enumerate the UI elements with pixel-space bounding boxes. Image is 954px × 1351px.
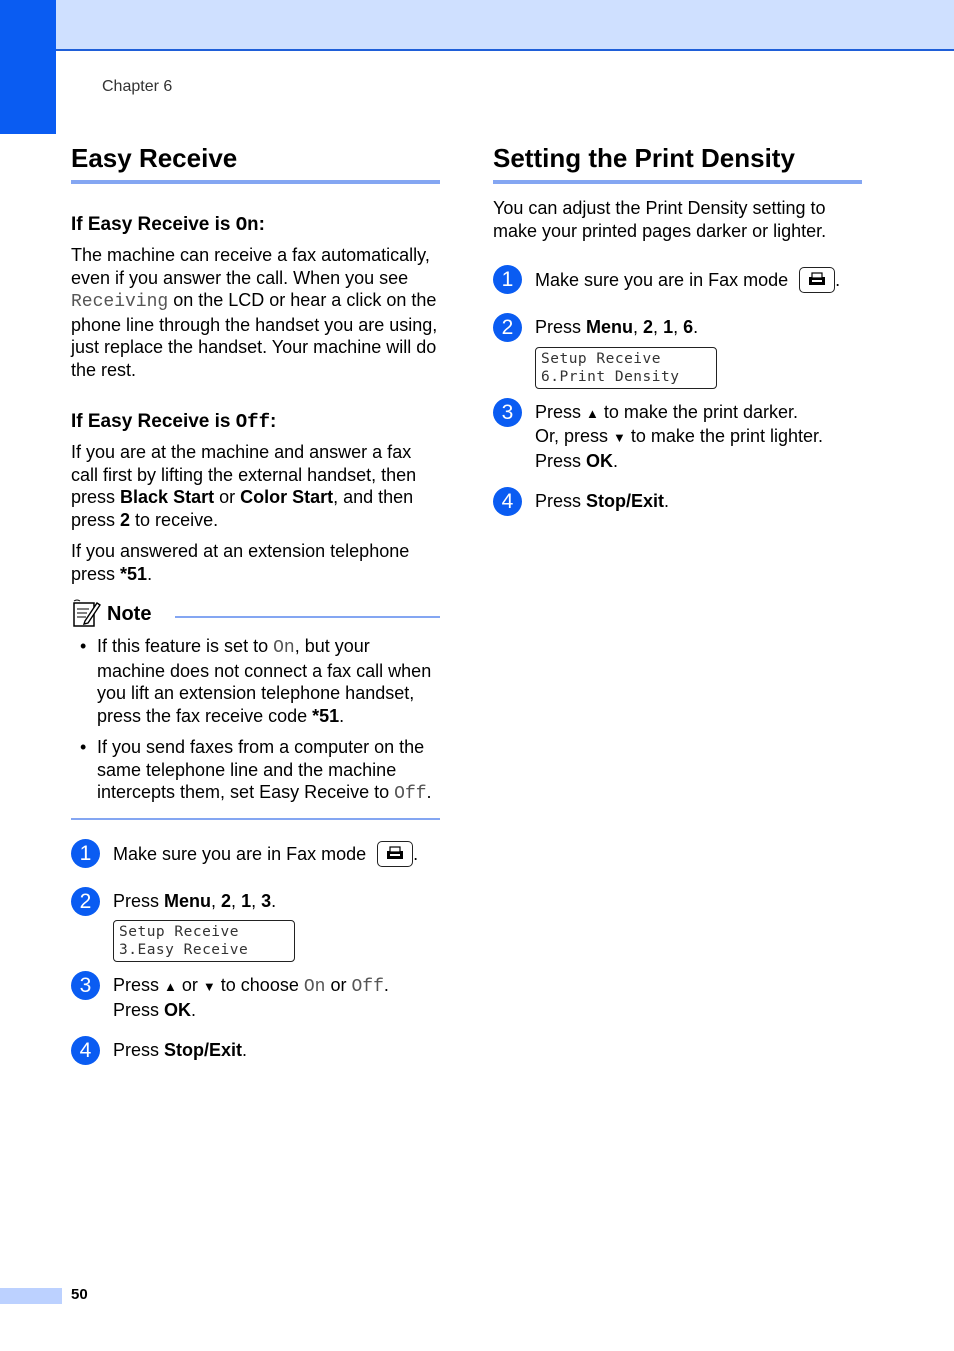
step-number-badge: 4 [493, 487, 522, 516]
subheading-off: If Easy Receive is Off: [71, 411, 277, 433]
paragraph-off: If you are at the machine and answer a fax call first by lifting the external handset, then press Black Start or Color Start, and then press 2 to receive. [71, 442, 417, 530]
step-number-badge: 1 [493, 265, 522, 294]
note-list [71, 635, 440, 806]
note-pencil-icon [71, 599, 101, 629]
step-3: 3 Press ▲ or ▼ to choose On or Off. Press OK. [71, 974, 440, 1021]
section-title-print-density: Setting the Print Density [493, 140, 862, 184]
paragraph-on: The machine can receive a fax automatically, even if you answer the call. When you see Receiving on the LCD or hear a click on the phone line through the handset you are using, just replace the handset. Your machine will do the rest. [71, 245, 438, 380]
step-number-badge: 3 [71, 971, 100, 1000]
note-header [71, 599, 440, 629]
step-number-badge: 2 [493, 313, 522, 342]
paragraph-intro: You can adjust the Print Density setting to make your printed pages darker or lighter. [493, 198, 827, 241]
chapter-tab [0, 0, 56, 134]
note-item: • If this feature is set to On, but your machine does not connect a fax call when you lift an extension telephone handset, press the fax receive code *51. [71, 635, 440, 727]
step-number-badge: 1 [71, 839, 100, 868]
lcd-display: Setup Receive 6.Print Density [535, 347, 717, 389]
note-title: Note [107, 602, 152, 625]
note-rule [175, 616, 440, 618]
subheading-on: If Easy Receive is On: [71, 214, 265, 236]
step-3: 3 Press ▲ to make the print darker. Or, press ▼ to make the print lighter. Press OK. [493, 401, 862, 473]
note-item: • If you send faxes from a computer on the same telephone line and the machine intercepts them, set Easy Receive to Off. [71, 736, 440, 806]
note-end-rule [71, 818, 440, 820]
step-4: 4 Press Stop/Exit. [71, 1039, 440, 1062]
fax-key-icon [377, 841, 413, 867]
fax-key-icon [799, 267, 835, 293]
page-number-band [0, 1288, 62, 1304]
step-number-badge: 3 [493, 398, 522, 427]
chapter-label: Chapter 6 [102, 78, 173, 95]
step-2: 2 Press Menu, 2, 1, 6. Setup Receive 6.Print Density [493, 316, 862, 389]
section-title-easy-receive: Easy Receive [71, 140, 440, 184]
header-band [0, 0, 954, 51]
step-2: 2 Press Menu, 2, 1, 3. Setup Receive 3.Easy Receive [71, 890, 440, 963]
step-1: 1 Make sure you are in Fax mode . [71, 842, 440, 868]
right-column [493, 140, 862, 513]
page-number: 50 [71, 1286, 88, 1303]
step-number-badge: 2 [71, 887, 100, 916]
step-1: 1 Make sure you are in Fax mode . [493, 268, 862, 294]
step-number-badge: 4 [71, 1036, 100, 1065]
left-column [71, 140, 440, 1062]
lcd-display: Setup Receive 3.Easy Receive [113, 920, 295, 962]
paragraph-extension: If you answered at an extension telephone press *51. [71, 541, 410, 584]
step-4: 4 Press Stop/Exit. [493, 490, 862, 513]
